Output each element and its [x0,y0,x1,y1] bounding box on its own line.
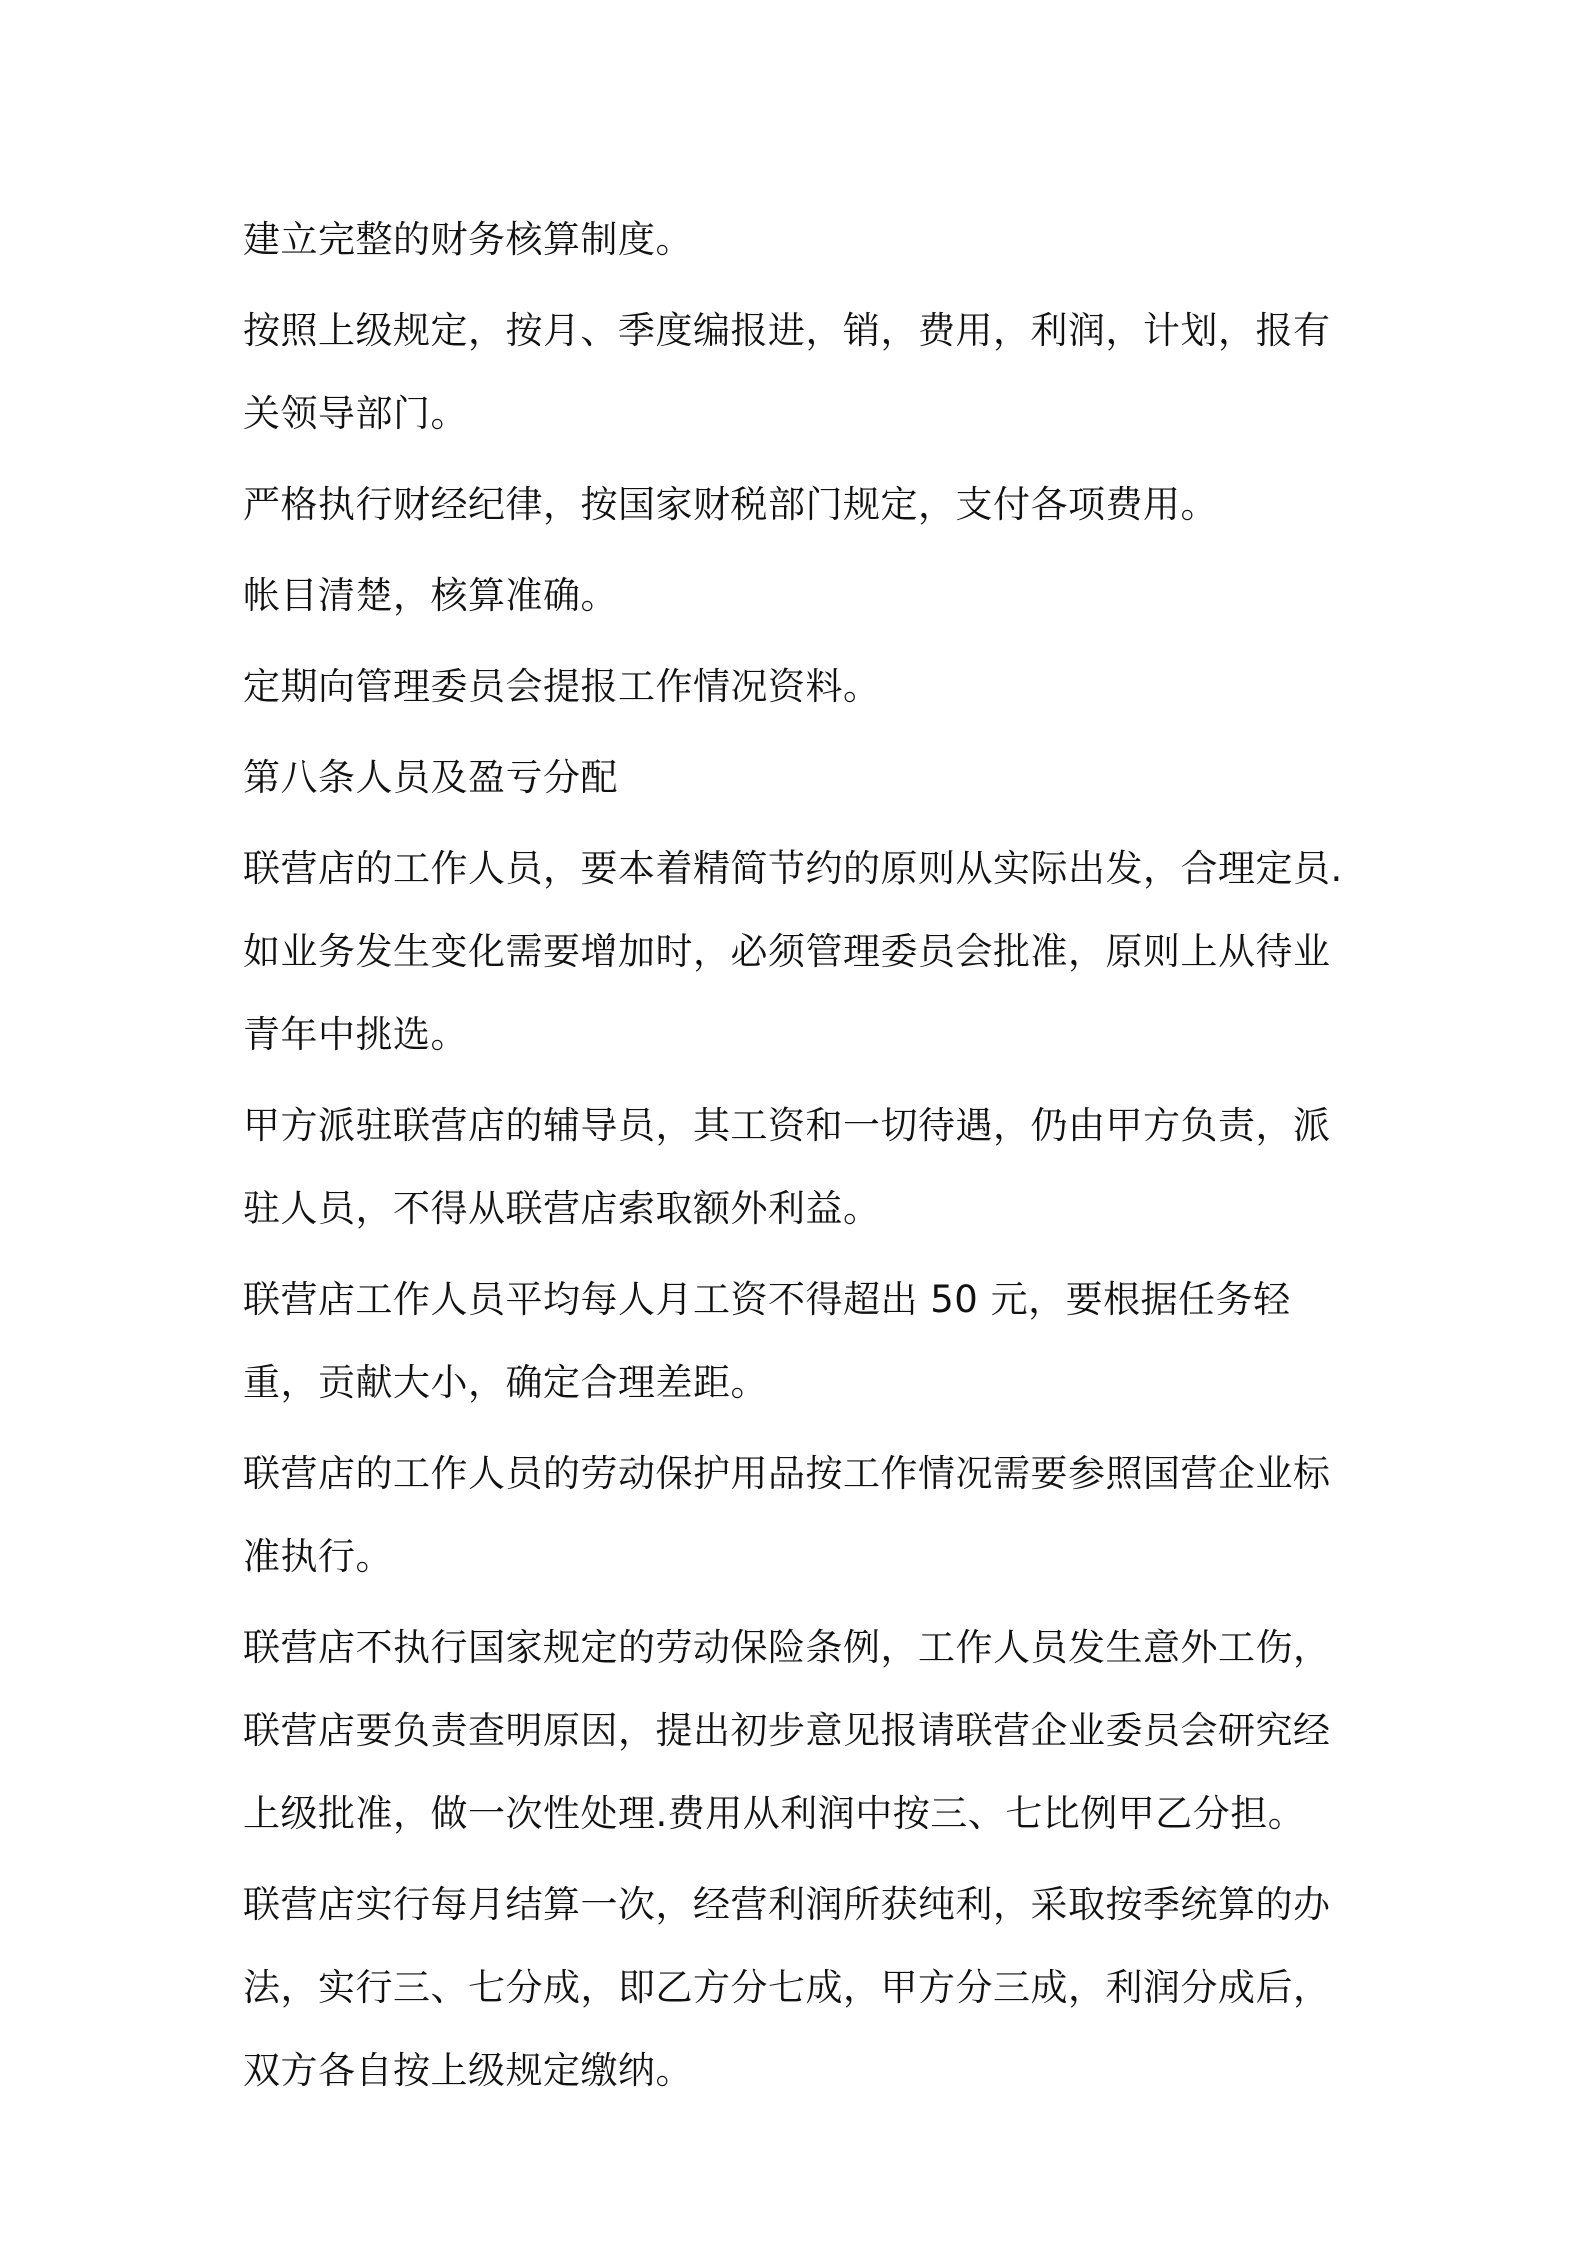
paragraph-counselor: 甲方派驻联营店的辅导员，其工资和一切待遇，仍由甲方负责，派驻人员，不得从联营店索取额外利益。 [243,1104,1331,1230]
document-body [243,198,1361,2120]
paragraph-profit-sharing: 联营店实行每月结算一次，经营利润所获纯利，采取按季统算的办法，实行三、七分成，即乙方分七成，甲方分三成，利润分成后，双方各自按上级规定缴纳。 [243,1883,1331,2092]
paragraph-work-reports: 定期向管理委员会提报工作情况资料。 [243,665,881,708]
paragraph-protection: 联营店的工作人员的劳动保护用品按工作情况需要参照国营企业标准执行。 [243,1452,1331,1578]
paragraph-wages: 联营店工作人员平均每人月工资不得超出 50 元，要根据任务轻重，贡献大小，确定合理差距。 [243,1278,1291,1404]
paragraph-staffing: 联营店的工作人员，要本着精简节约的原则从实际出发，合理定员.如业务发生变化需要增加时，必须管理委员会批准，原则上从待业青年中挑选。 [243,847,1343,1056]
paragraph-finance-system: 建立完整的财务核算制度。 [243,218,693,261]
article-heading-eight: 第八条人员及盈亏分配 [243,756,618,799]
paragraph-accounts: 帐目清楚，核算准确。 [243,574,618,617]
paragraph-financial-discipline: 严格执行财经纪律，按国家财税部门规定，支付各项费用。 [243,483,1218,526]
paragraph-insurance: 联营店不执行国家规定的劳动保险条例，工作人员发生意外工伤，联营店要负责查明原因，提出初步意见报请联营企业委员会研究经上级批准，做一次性处理.费用从利润中按三、七比例甲乙分担。 [243,1626,1331,1835]
paragraph-reporting: 按照上级规定，按月、季度编报进，销，费用，利润，计划，报有关领导部门。 [243,309,1331,435]
